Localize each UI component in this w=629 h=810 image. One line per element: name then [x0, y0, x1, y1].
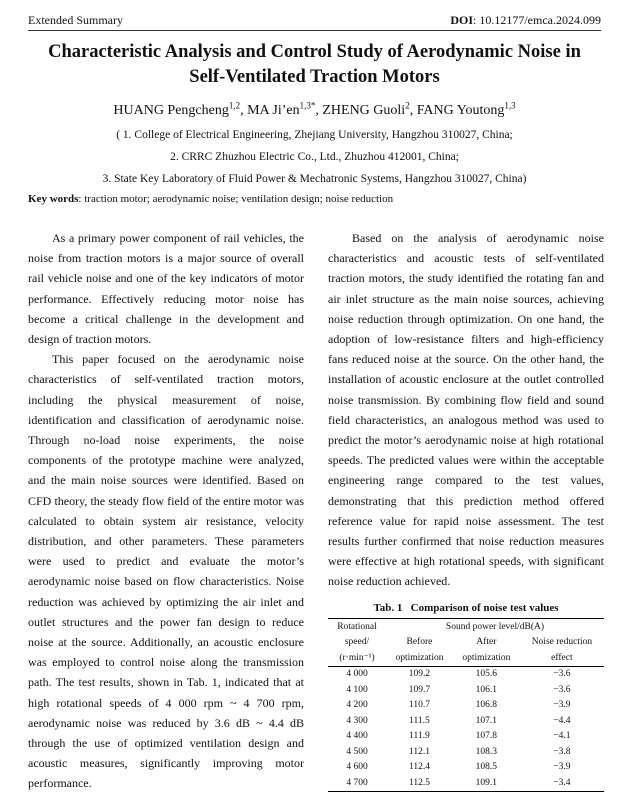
- noise-comparison-table: [328, 618, 604, 792]
- header-speed-line-3: (r·min⁻¹): [328, 650, 386, 666]
- table-header-row: [328, 635, 604, 651]
- keywords-label: Key words: [28, 193, 79, 205]
- cell-effect: −4.4: [553, 715, 571, 726]
- author: [416, 100, 516, 118]
- table-row: [328, 713, 604, 729]
- cell-after: 108.5: [475, 762, 498, 773]
- cell-before: 112.5: [386, 775, 453, 791]
- affiliation-line: 2. CRRC Zhuzhou Electric Co., Ltd., Zhuzhou 412001, China;: [170, 151, 459, 163]
- cell-before: 112.4: [408, 762, 430, 773]
- cell-effect: −3.4: [520, 775, 604, 791]
- author-separator: ,: [409, 102, 417, 118]
- cell-after: 106.8: [475, 700, 498, 711]
- cell-before: 109.7: [408, 684, 431, 695]
- cell-after: 107.8: [475, 731, 498, 742]
- header-before-line-1: Before: [406, 637, 433, 648]
- table-header-row: [328, 619, 604, 635]
- cell-effect: −4.1: [553, 731, 571, 742]
- author: [247, 100, 323, 118]
- header-speed-line-1: Rotational: [328, 619, 386, 635]
- author: [113, 100, 248, 118]
- author-affil-mark: 1,3*: [299, 100, 316, 110]
- author-name: HUANG Pengcheng: [113, 102, 229, 118]
- affiliation-line: ( 1. College of Electrical Engineering, Zhejiang University, Hangzhou 310027, China;: [116, 129, 513, 141]
- affiliation-line: 3. State Key Laboratory of Fluid Power & Mechatronic Systems, Hangzhou 310027, China): [102, 173, 527, 185]
- cell-speed: 4 400: [346, 731, 368, 742]
- header-effect-line-2: effect: [520, 650, 604, 666]
- paper-title-line-1: Characteristic Analysis and Control Study of Aerodynamic Noise in: [48, 42, 581, 62]
- cell-after: 108.3: [475, 746, 498, 757]
- cell-speed: 4 300: [346, 715, 368, 726]
- paper-title: [30, 40, 599, 90]
- author-name: MA Ji’en: [247, 102, 300, 118]
- table-row: [328, 698, 604, 714]
- cell-after: 107.1: [475, 715, 498, 726]
- cell-after: 105.6: [475, 669, 498, 680]
- body-column-right: [328, 228, 604, 592]
- cell-before: 112.1: [408, 746, 430, 757]
- header-doi: [450, 13, 601, 28]
- cell-effect: −3.9: [553, 700, 571, 711]
- body-column-left: [28, 228, 304, 794]
- cell-before: 111.9: [409, 731, 430, 742]
- cell-after: 106.1: [475, 684, 498, 695]
- author-separator: ,: [315, 102, 323, 118]
- author-list: [20, 100, 609, 119]
- table-row: [328, 729, 604, 745]
- cell-before: 111.5: [409, 715, 430, 726]
- table-body: [328, 666, 604, 791]
- header-sound-power-group: Sound power level/dB(A): [386, 619, 604, 635]
- cell-effect: −3.6: [553, 669, 571, 680]
- header-before-line-2: optimization: [386, 650, 453, 666]
- affiliations: [20, 124, 609, 190]
- doi-value: : 10.12177/emca.2024.099: [473, 13, 601, 27]
- header-after-line-2: optimization: [453, 650, 520, 666]
- cell-after: 109.1: [453, 775, 520, 791]
- table-header-row: [328, 650, 604, 666]
- author-affil-mark: 2: [405, 100, 410, 110]
- cell-speed: 4 500: [346, 746, 368, 757]
- cell-speed: 4 600: [346, 762, 368, 773]
- paper-title-line-2: Self-Ventilated Traction Motors: [189, 67, 440, 87]
- author-affil-mark: 1,3: [504, 100, 516, 110]
- keywords-text: : traction motor; aerodynamic noise; ventilation design; noise reduction: [78, 193, 394, 205]
- cell-speed: 4 000: [346, 669, 368, 680]
- body-paragraph: As a primary power component of rail vehicles, the noise from traction motors is a major source of overall rail vehicle noise and one of the key indicators of motor performance. Effectively reducing motor noise has become a critical challenge in the development and design of traction motors.: [28, 231, 304, 347]
- author-separator: ,: [240, 102, 248, 118]
- body-paragraph: Based on the analysis of aerodynamic noise characteristics and acoustic tests of self-ventilated traction motors, the study identified the rotating fan and air inlet structure as the main noise sources, achieving noise reduction through optimization. On one hand, the adoption of low-resistance filters and high-efficiency fans reduced noise at the source. On the other hand, the installation of acoustic enclosure at the outlet controlled noise transmission. By combining flow field and sound field characteristics, an analogous method was used to predict the motor’s aerodynamic noise at high rotational speeds. The predicted values were within the acceptable engineering range compared to the test values, demonstrating that this prediction method offered reference value for rapid noise assessment. The test results further confirmed that noise reduction measures were effective at high rotational speeds, with significant noise reduction achieved.: [328, 231, 604, 589]
- cell-speed: 4 700: [328, 775, 386, 791]
- cell-before: 109.2: [408, 669, 431, 680]
- header-speed-line-2: speed/: [344, 637, 370, 648]
- cell-before: 110.7: [408, 700, 430, 711]
- table-row: [328, 666, 604, 682]
- table-row: [328, 682, 604, 698]
- author: [322, 100, 417, 118]
- header-effect-line-1: Noise reduction: [531, 637, 593, 648]
- doi-label: DOI: [450, 13, 474, 27]
- author-name: ZHENG Guoli: [322, 102, 406, 118]
- table-caption: Tab. 1 Comparison of noise test values: [373, 602, 559, 614]
- cell-effect: −3.9: [553, 762, 571, 773]
- cell-speed: 4 100: [346, 684, 368, 695]
- header-after-line-1: After: [476, 637, 497, 648]
- keywords: [28, 193, 601, 205]
- table-row: [328, 775, 604, 791]
- body-paragraph: This paper focused on the aerodynamic noise characteristics of self-ventilated traction motors, including the physical measurement of noise, identification and classification of aerodynamic noise. Through no-load noise experiments, the noise components of the prototype machine were analyzed, and the main noise sources were identified. Based on CFD theory, the steady flow field of the entire motor was calculated to obtain system air resistance, velocity distribution, and other parameters. These parameters were used to predict and evaluate the motor’s aerodynamic noise based on flow characteristics. Noise reduction was achieved by optimizing the air inlet and outlet structures and the power fan design to reduce noise at the source. Additionally, an acoustic enclosure was employed to control noise along the transmission path. The test results, shown in Tab. 1, indicated that at high rotational speeds of 4 000 rpm ~ 4 700 rpm, aerodynamic noise was reduced by 3.6 dB ~ 4.4 dB through the use of optimized ventilation design and acoustic measures, significantly improving motor performance.: [28, 352, 304, 791]
- page-header: [28, 12, 601, 31]
- author-affil-mark: 1,2: [228, 100, 241, 110]
- table-row: [328, 760, 604, 776]
- table-row: [328, 744, 604, 760]
- author-name: FANG Youtong: [416, 102, 505, 118]
- cell-speed: 4 200: [346, 700, 368, 711]
- cell-effect: −3.6: [553, 684, 571, 695]
- header-section-label: Extended Summary: [28, 13, 123, 27]
- cell-effect: −3.8: [553, 746, 571, 757]
